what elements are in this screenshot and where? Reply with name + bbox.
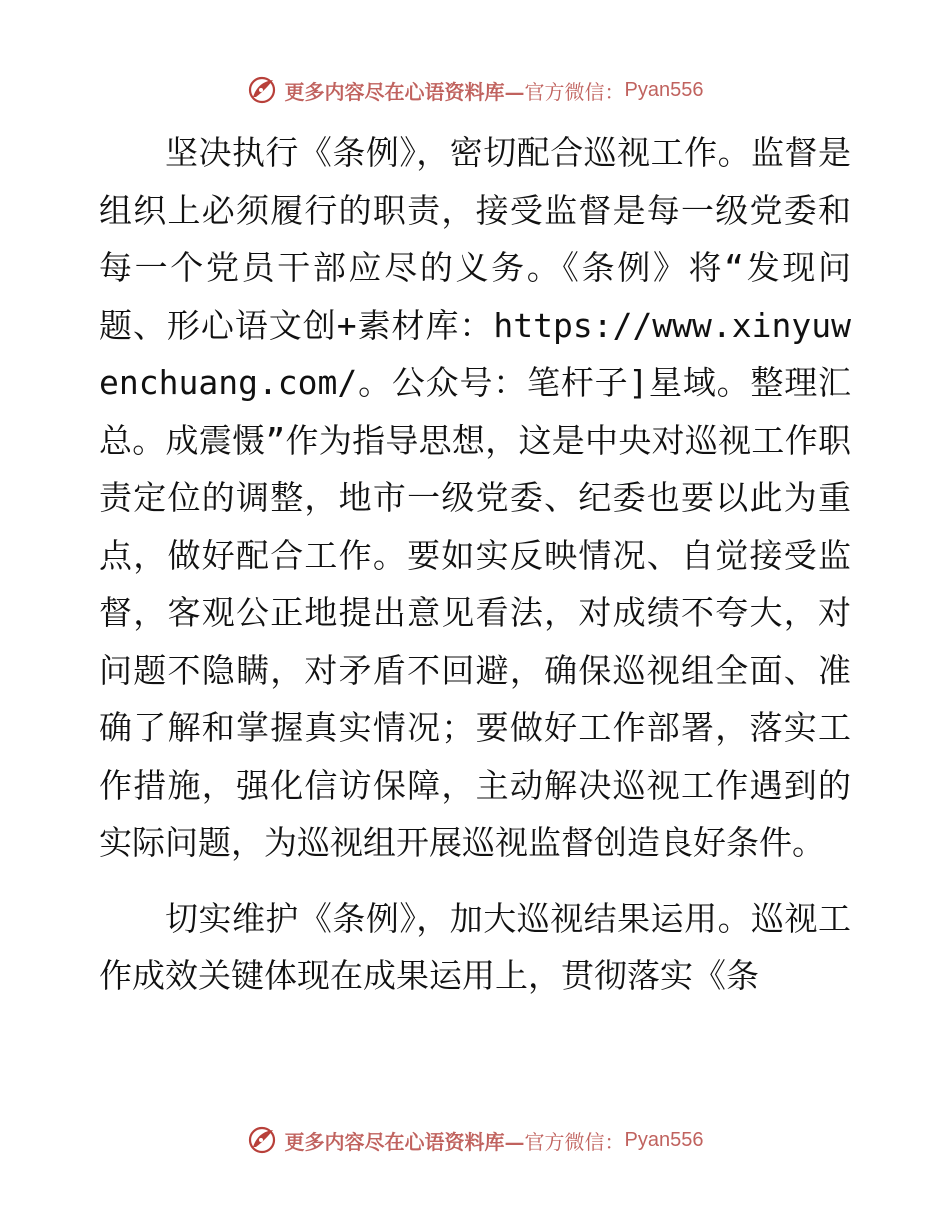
footer-wechat-id: Pyan556 — [624, 1128, 704, 1151]
footer-banner — [0, 1120, 950, 1160]
document-body — [99, 124, 851, 1005]
header-wechat-id: Pyan556 — [624, 78, 704, 101]
paragraph-1: 坚决执行《条例》，密切配合巡视工作。监督是组织上必须履行的职责，接受监督是每一级党委和每一个党员干部应尽的义务。《条例》将“发现问题、形心语文创+素材库：https://www.xinyuwenchuang.com/。公众号：笔杆子]星域。整理汇总。成震慑”作为指导思想，这是中央对巡视工作职责定位的调整，地市一级党委、纪委也要以此为重点，做好配合工作。要如实反映情况、自觉接受监督，客观公正地提出意见看法，对成绩不夸大，对问题不隐瞒，对矛盾不回避，确保巡视组全面、准确了解和掌握真实情况；要做好工作部署，落实工作措施，强化信访保障，主动解决巡视工作遇到的实际问题，为巡视组开展巡视监督创造良好条件。 — [99, 133, 851, 862]
footer-wechat-label: 官方微信： — [524, 1129, 625, 1154]
pen-nib-logo-icon — [247, 1125, 277, 1155]
footer-text: 更多内容尽在心语资料库— — [284, 1129, 525, 1154]
pen-nib-logo-icon — [247, 75, 277, 105]
header-text: 更多内容尽在心语资料库— — [284, 79, 525, 104]
header-wechat-label: 官方微信： — [524, 79, 625, 104]
paragraph-2: 切实维护《条例》，加大巡视结果运用。巡视工作成效关键体现在成果运用上，贯彻落实《条 — [99, 898, 851, 995]
header-banner — [0, 70, 950, 110]
